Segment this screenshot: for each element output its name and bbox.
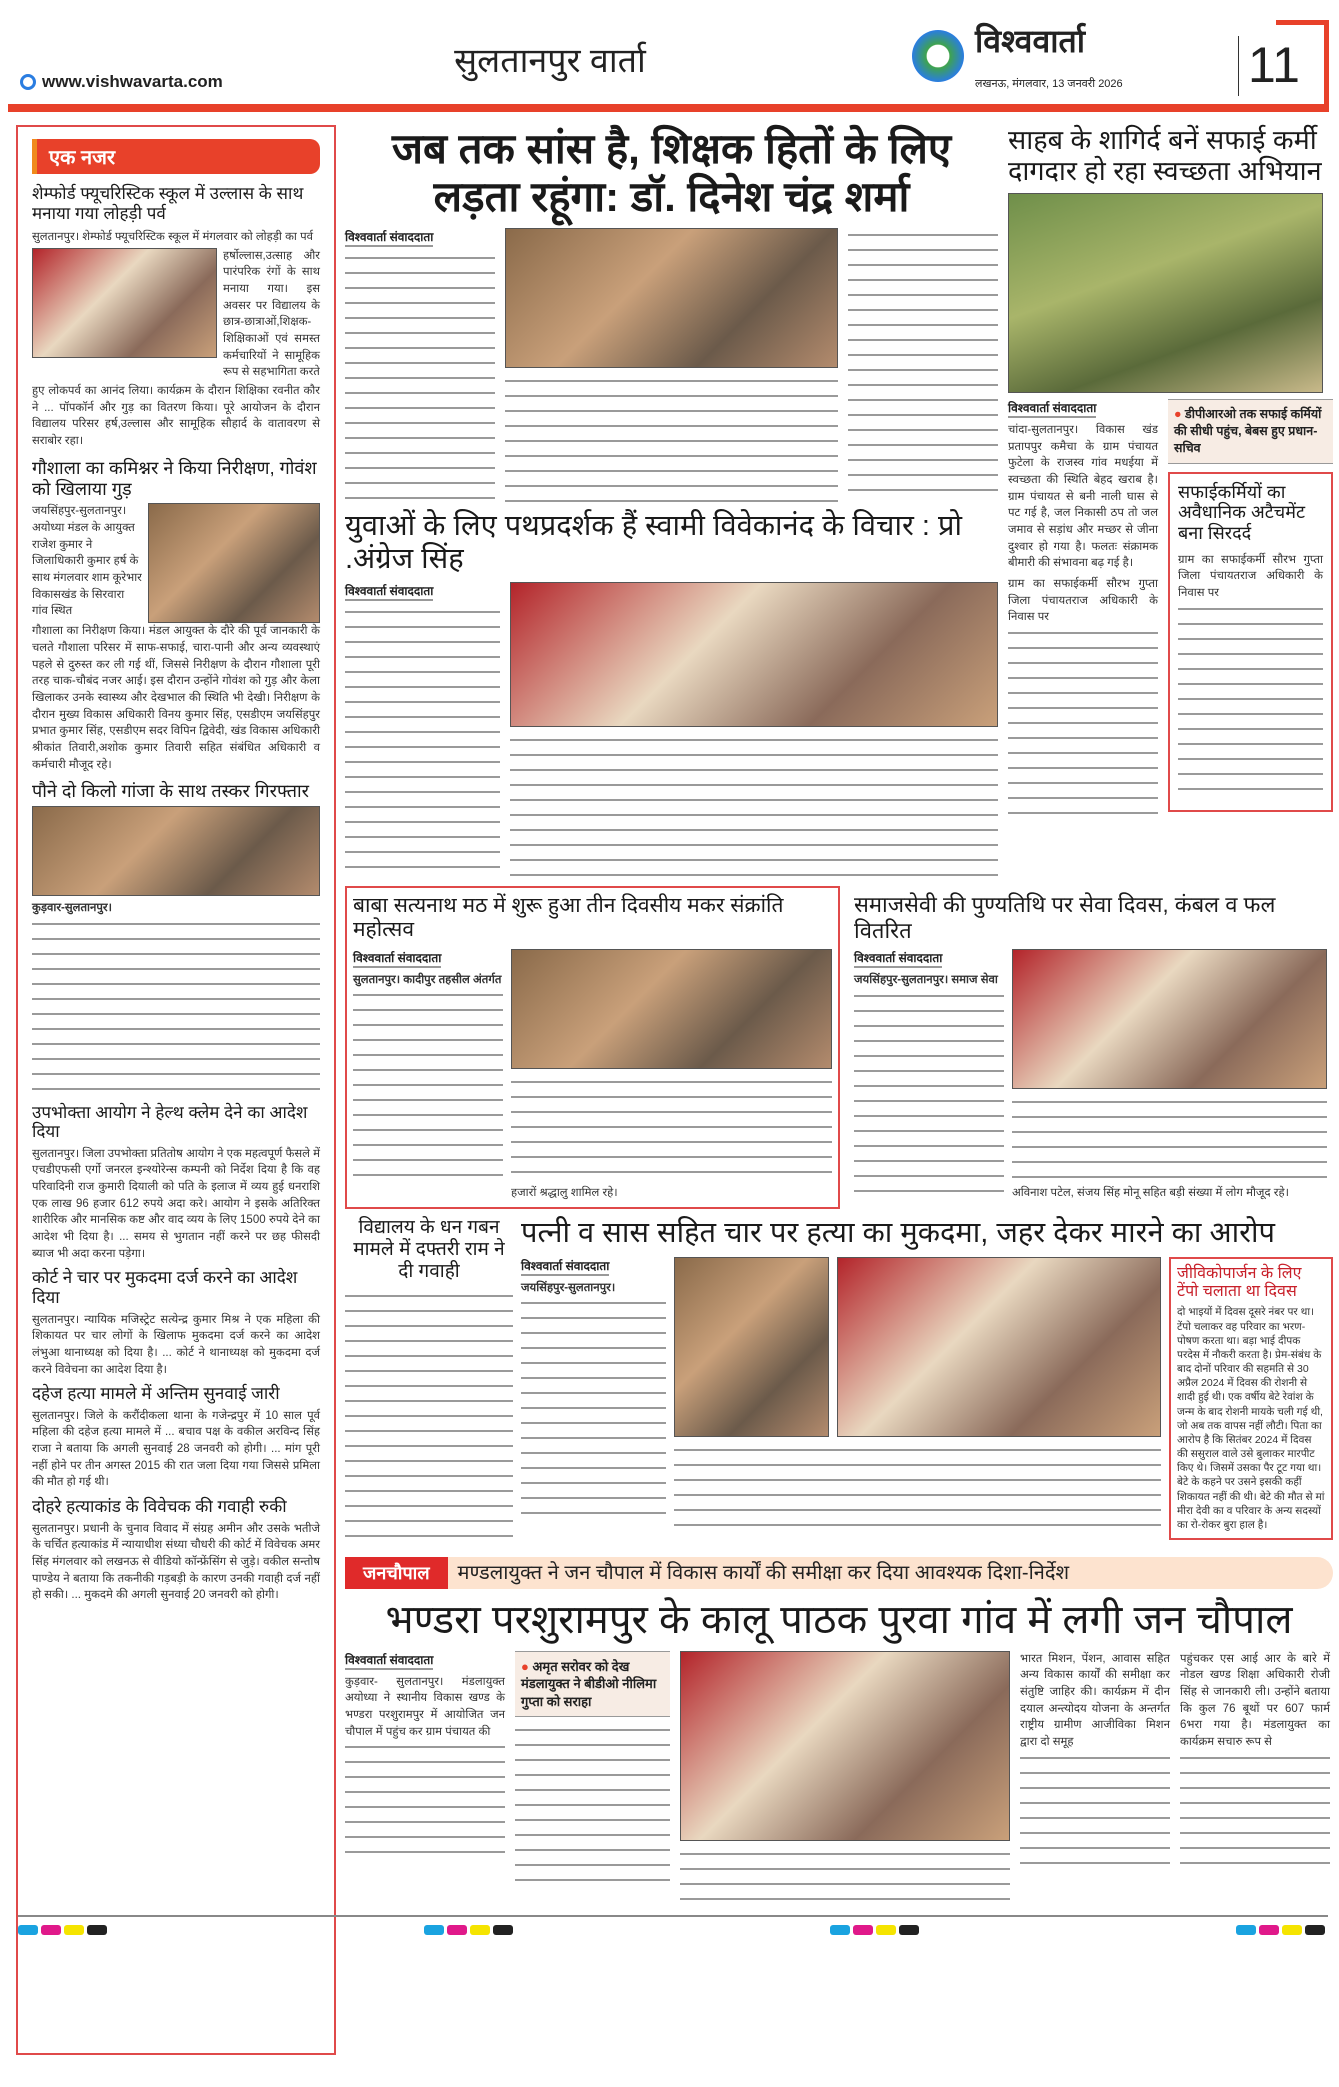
text-block — [345, 605, 500, 875]
byline: विश्ववार्ता संवाददाता — [353, 949, 441, 968]
headline: दहेज हत्या मामले में अन्तिम सुनवाई जारी — [32, 1384, 280, 1404]
article-text: भारत मिशन, पेंशन, आवास सहित अन्य विकास कार्यों की समीक्षा कर संतुष्टि जाहिर की। कार्यक्रम में दीन दयाल अन्त्योदय योजना के अन्तर्गत राष्ट्रीय ग्रामीण आजीविका मिशन द्वारा दो समूह — [1020, 1652, 1170, 1749]
lead-headline: जब तक सांस है, शिक्षक हितों के लिए लड़ता रहूंगा: डॉ. दिनेश चंद्र शर्मा — [391, 125, 952, 221]
article-text: पहुंचकर एस आई आर के बारे में नोडल खण्ड शिक्षा अधिकारी रोजी सिंह से जानकारी ली। उन्होंने बताया कि कुल 76 बूथों पर 607 फार्म 6भरा गया है। मंडलायुक्त का कार्यक्रम सचारु रूप से — [1180, 1652, 1330, 1749]
jivika-box — [1169, 1257, 1333, 1541]
divider — [1238, 36, 1239, 96]
article-text: जयसिंहपुर-सुलतानपुर। अयोध्या मंडल के आयुक्त राजेश कुमार ने जिलाधिकारी कुमार हर्ष के साथ मंगलवार शाम कूरेभार विकासखंड के सिरवारा गांव स्थित — [32, 505, 142, 618]
article-text: सुलतानपुर। जिला उपभोक्ता प्रतितोष आयोग ने एक महत्वपूर्ण फैसले में एचडीएफसी एर्गो जनरल इन्श्योरेन्स कम्पनी को निर्देश दिया है कि वह परिवादिनी राज कुमारी दियाली को पति के इलाज में व्यय हुई धनराशि एक लाख 96 हजार 612 रुपये अदा करे। आयोग ने इसके अतिरिक्त शारीरिक और मानसिक कष्ट और वाद व्यय के लिए 1500 रुपये देने का आदेश भी दिया है। ... समय से भुगतान नहीं करने पर छह फीसदी ब्याज भी अदा करना पड़ेगा। — [32, 1147, 321, 1260]
right-headline: साहब के शागिर्द बनें सफाई कर्मी दागदार हो रहा स्वच्छता अभियान — [1008, 125, 1322, 187]
article-text: सुलतानपुर। शेम्फोर्ड फ्यूचरिस्टिक स्कूल में मंगलवार को लोहड़ी का पर्व — [32, 231, 314, 244]
print-registration-marks — [18, 1915, 1328, 1935]
box-headline: सफाईकर्मियों का अवैधानिक अटैचमेंट बना सिरदर्द — [1178, 481, 1306, 544]
article-text: सुलतानपुर। न्यायिक मजिस्ट्रेट सत्येन्द्र कुमार मिश्र ने एक महिला की शिकायत पर चार लोगों के खिलाफ मुकदमा दर्ज करने का आदेश लंभुआ थानाध्यक्ष को दिया है। ... कोर्ट ने थानाध्यक्ष को मुकदमा दर्ज करने विवेचना का आदेश दिया है। — [32, 1313, 320, 1376]
article-text: हजारों श्रद्धालु शामिल रहे। — [511, 1186, 618, 1199]
text-block — [1012, 1095, 1327, 1185]
vidyalaya-article — [345, 1217, 513, 1549]
text-block — [1008, 626, 1158, 826]
text-block — [521, 1296, 666, 1526]
ek-nazar-column — [16, 125, 336, 2055]
byline: विश्ववार्ता संवाददाता — [854, 949, 942, 968]
page-number: 11 — [1248, 37, 1300, 93]
article-text: कुड़वार- सुलतानपुर। मंडलायुक्त अयोध्या ने स्थानीय विकास खण्ड के भण्डरा परशुरामपुर में आयोजित जन चौपाल में पहुंच कर ग्राम पंचायत की — [345, 1675, 505, 1738]
article-text: सुलतानपुर। कादीपुर तहसील अंतर्गत — [353, 973, 502, 986]
headline: कोर्ट ने चार पर मुकदमा दर्ज करने का आदेश दिया — [32, 1268, 298, 1307]
article-text: अविनाश पटेल, संजय सिंह मोनू सहित बड़ी संख्या में लोग मौजूद रहे। — [1012, 1186, 1289, 1199]
article-text: सुलतानपुर। प्रधानी के चुनाव विवाद में संग्रह अमीन और उसके भतीजे के चर्चित हत्याकांड में न्यायाधीश संध्या चौधरी की कोर्ट में विवेचक अमर सिंह मंगलवार को लखनऊ से वीडियो कॉन्फ्रेंसिंग से जुड़े। वकील सन्तोष पाण्डेय ने बताया कि तकनीकी गड़बड़ी के कारण उनकी गवाही दर्ज नहीं हो सकी। ... मुकदमे की अगली सुनवाई 20 जनवरी को होगी। — [32, 1522, 320, 1602]
text-block — [848, 228, 998, 504]
headline: विद्यालय के धन गबन मामले में दफ्तरी राम ने दी गवाही — [353, 1217, 505, 1282]
article-text: हुए लोकपर्व का आनंद लिया। कार्यक्रम के दौरान शिक्षिका रवनीत कौर ने ... पॉपकॉर्न और गुड़ का वितरण किया। पूरे आयोजन के दौरान विद्यालय परिसर हर्ष,उल्लास और सामूहिक सौहार्द के वातावरण से सराबोर रहा। — [32, 385, 320, 448]
blanket-photo — [1012, 949, 1327, 1089]
text-block — [1180, 1751, 1330, 1871]
headline: बाबा सत्यनाथ मठ में शुरू हुआ तीन दिवसीय मकर संक्रांति महोत्सव — [353, 894, 784, 942]
color-swatches — [424, 1922, 516, 1935]
headline: उपभोक्ता आयोग ने हेल्थ क्लेम देने का आदेश दिया — [32, 1102, 308, 1142]
headline: दोहरे हत्याकांड के विवेचक की गवाही रुकी — [32, 1497, 287, 1517]
main-area — [345, 125, 1333, 1935]
vivekanand-article — [345, 582, 998, 878]
text-block — [510, 733, 998, 878]
attachment-box — [1168, 472, 1333, 812]
text-block — [674, 1443, 1161, 1533]
family-photo — [837, 1257, 1161, 1437]
brand-name: विश्ववार्ता — [975, 23, 1086, 59]
lead-article — [345, 228, 998, 504]
header-accent-edge — [1324, 20, 1329, 112]
chaupal-article — [345, 1651, 1333, 1907]
text-block — [1020, 1751, 1170, 1871]
headline: समाजसेवी की पुण्यतिथि पर सेवा दिवस, कंबल व फल वितरित — [854, 892, 1276, 943]
chaupal-photo — [680, 1651, 1010, 1841]
headline: शेम्फोर्ड फ्यूचरिस्टिक स्कूल में उल्लास के साथ मनाया गया लोहड़ी पर्व — [32, 184, 304, 223]
victim-photo — [674, 1257, 829, 1437]
article-text: हर्षोल्लास,उत्साह और पारंपरिक रंगों के साथ मनाया गया। इस अवसर पर विद्यालय के छात्र-छात्राओं,शिक्षक-शिक्षिकाओं एवं समस्त कर्मचारियों ने सामूहिक रूप से सहभागिता करते — [223, 249, 320, 379]
text-block — [353, 988, 503, 1188]
yuva-diwas-photo — [510, 582, 998, 727]
text-block — [505, 374, 838, 504]
article-text: ग्राम का सफाईकर्मी सौरभ गुप्ता जिला पंचायतराज अधिकारी के निवास पर — [1178, 553, 1323, 600]
article-text: सुलतानपुर। जिले के करौंदीकला थाना के गजेन्द्रपुर में 10 साल पूर्व महिला की दहेज हत्या मामले में ... बचाव पक्ष के वकील अरविन्द सिंह राजा ने बताया कि अगली सुनवाई 28 जनवरी को होगी। ... मांग पूरी नहीं होने पर तीन अगस्त 2015 की रात जला दिया गया जिससे प्रमिला की मौत हो गई थी। — [32, 1409, 320, 1489]
text-block — [345, 251, 495, 501]
text-block — [345, 1289, 513, 1549]
text-block — [32, 917, 320, 1097]
math-photo — [511, 949, 832, 1069]
article-text: जयसिंहपुर-सुलतानपुर। समाज सेवा — [854, 973, 998, 986]
byline: विश्ववार्ता संवाददाता — [521, 1257, 609, 1276]
text-block — [345, 1740, 505, 1860]
text-block — [1178, 602, 1323, 802]
article-text: जयसिंहपुर-सुलतानपुर। — [521, 1281, 616, 1294]
section-tag: जनचौपाल — [345, 1557, 448, 1589]
section-label: एक नजर — [32, 139, 320, 174]
color-swatches — [830, 1922, 922, 1935]
byline: विश्ववार्ता संवाददाता — [345, 582, 433, 601]
strap-headline: मण्डलायुक्त ने जन चौपाल में विकास कार्यों की समीक्षा कर दिया आवश्यक दिशा-निर्देश — [457, 1561, 1070, 1584]
dateline: लखनऊ, मंगलवार, 13 जनवरी 2026 — [975, 78, 1123, 90]
bullet-icon: ● — [1174, 407, 1182, 422]
article-text: दो भाइयों में दिवस दूसरे नंबर पर था। टेंपो चलाकर वह परिवार का भरण-पोषण करता था। बड़ा भाई दीपक परदेस में नौकरी करता है। प्रेम-संबंध के बाद दोनों परिवार की सहमति से 30 अप्रैल 2024 में दिवस की रोशनी से शादी हुई थी। एक वर्षीय बेटे रेवांश के जन्म के बाद रोशनी मायके चली गई थी, जो अब तक वापस नहीं लौटी। पिता का आरोप है कि सितंबर 2024 में दिवस की ससुराल वाले उसे बुलाकर मारपीट किए थे। जिसमें उसका पैर टूट गया था। बेटे के कहने पर उसने इसकी कहीं शिकायत नहीं की थी। बेटे की मौत से मां मीरा देवी का व परिवार के अन्य सदस्यों का रो-रोकर बुरा हाल है। — [1177, 1306, 1325, 1531]
byline: विश्ववार्ता संवाददाता — [345, 1651, 433, 1670]
patni-article — [521, 1257, 1161, 1541]
ie-icon — [20, 74, 36, 90]
box-headline: जीविकोपार्जन के लिए टेंपो चलाता था दिवस — [1177, 1264, 1302, 1300]
right-article — [1008, 399, 1158, 826]
text-block — [680, 1847, 1010, 1907]
headline: गौशाला का कमिश्नर ने किया निरीक्षण, गोवंश को खिलाया गुड़ — [32, 457, 317, 499]
article-text: कुड़वार-सुलतानपुर। — [32, 901, 112, 914]
article-text: चांदा-सुलतानपुर। विकास खंड प्रतापपुर कमैचा के ग्राम पंचायत फुटेला के राजस्व गांव मधईया में स्वच्छता की स्थिति बेहद खराब है। ग्राम पंचायत से बनी नाली घास से पट गई है, जल निकासी ठप तो जल जमाव से सड़ांध और मच्छर से जीना दुश्वार हो गया है। फलतः संक्रामक बीमारी की संभावना बढ़ गई है। — [1008, 424, 1158, 570]
article-text: ग्राम का सफाईकर्मी सौरभ गुप्ता जिला पंचायतराज अधिकारी के निवास पर — [1008, 578, 1158, 624]
headline: पौने दो किलो गांजा के साथ तस्कर गिरफ्तार — [32, 781, 310, 802]
text-block — [854, 989, 1004, 1199]
baba-article — [345, 886, 840, 1209]
arrest-photo — [32, 806, 320, 896]
color-swatches — [1236, 1922, 1328, 1935]
lohri-photo — [32, 248, 217, 358]
article-text: गौशाला का निरीक्षण किया। मंडल आयुक्त के दौरे की पूर्व जानकारी के चलते गौशाला परिसर में साफ-सफाई, चारा-पानी और अन्य व्यवस्थाएं पहले से दुरुस्त कर ली गई थीं, जिससे निरीक्षण के दौरान गौशाला पूरी तरह चाक-चौबंद नजर आई। इस दौरान उन्होंने गोवंश को गुड़ और केला खिलाकर उनके स्वास्थ्य और देखभाल की स्थिति भी देखी। निरीक्षण के दौरान मुख्य विकास अधिकारी विनय कुमार सिंह, एसडीएम जयसिंहपुर प्रभात कुमार सिंह, एसडीएम सदर विपिन द्विवेदी, खंड विकास अधिकारी श्रीकांत तिवारी,अशोक कुमार तिवारी सहित संबंधित अधिकारी व कर्मचारी मौजूद रहे। — [32, 625, 320, 771]
masthead — [0, 0, 1339, 112]
byline: विश्ववार्ता संवाददाता — [1008, 399, 1096, 418]
color-swatches — [18, 1922, 110, 1935]
headline: पत्नी व सास सहित चार पर हत्या का मुकदमा, जहर देकर मारने का आरोप — [521, 1217, 1275, 1250]
pull-quote-text: अमृत सरोवर को देख मंडलायुक्त ने बीडीओ नीलिमा गुप्ता को सराहा — [521, 1658, 657, 1709]
pull-quote-text: डीपीआरओ तक सफाई कर्मियों की सीधी पहुंच, बेबस हुए प्रधान-सचिव — [1174, 407, 1322, 455]
header-accent-bar — [8, 104, 1328, 112]
logo-icon — [912, 30, 964, 82]
section-title: सुलतानपुर वार्ता — [454, 42, 646, 80]
byline: विश्ववार्ता संवाददाता — [345, 228, 433, 247]
header-accent-edge — [1276, 20, 1328, 25]
pull-quote — [515, 1651, 670, 1718]
janchaupal-strap — [345, 1557, 1333, 1589]
text-block — [515, 1723, 670, 1893]
samaj-article — [848, 886, 1333, 1209]
pull-quote — [1168, 399, 1333, 464]
lead-photo — [505, 228, 838, 368]
bullet-icon: ● — [521, 1658, 529, 1674]
vivekanand-headline: युवाओं के लिए पथप्रदर्शक हैं स्वामी विवेकानंद के विचार : प्रो .अंग्रेज सिंह — [345, 509, 963, 575]
text-block — [511, 1075, 832, 1185]
headline: भण्डरा परशुरामपुर के कालू पाठक पुरवा गांव में लगी जन चौपाल — [385, 1597, 1293, 1642]
drain-photo — [1008, 193, 1323, 393]
gaushala-photo — [148, 503, 320, 623]
website-url[interactable]: www.vishwavarta.com — [42, 72, 223, 91]
